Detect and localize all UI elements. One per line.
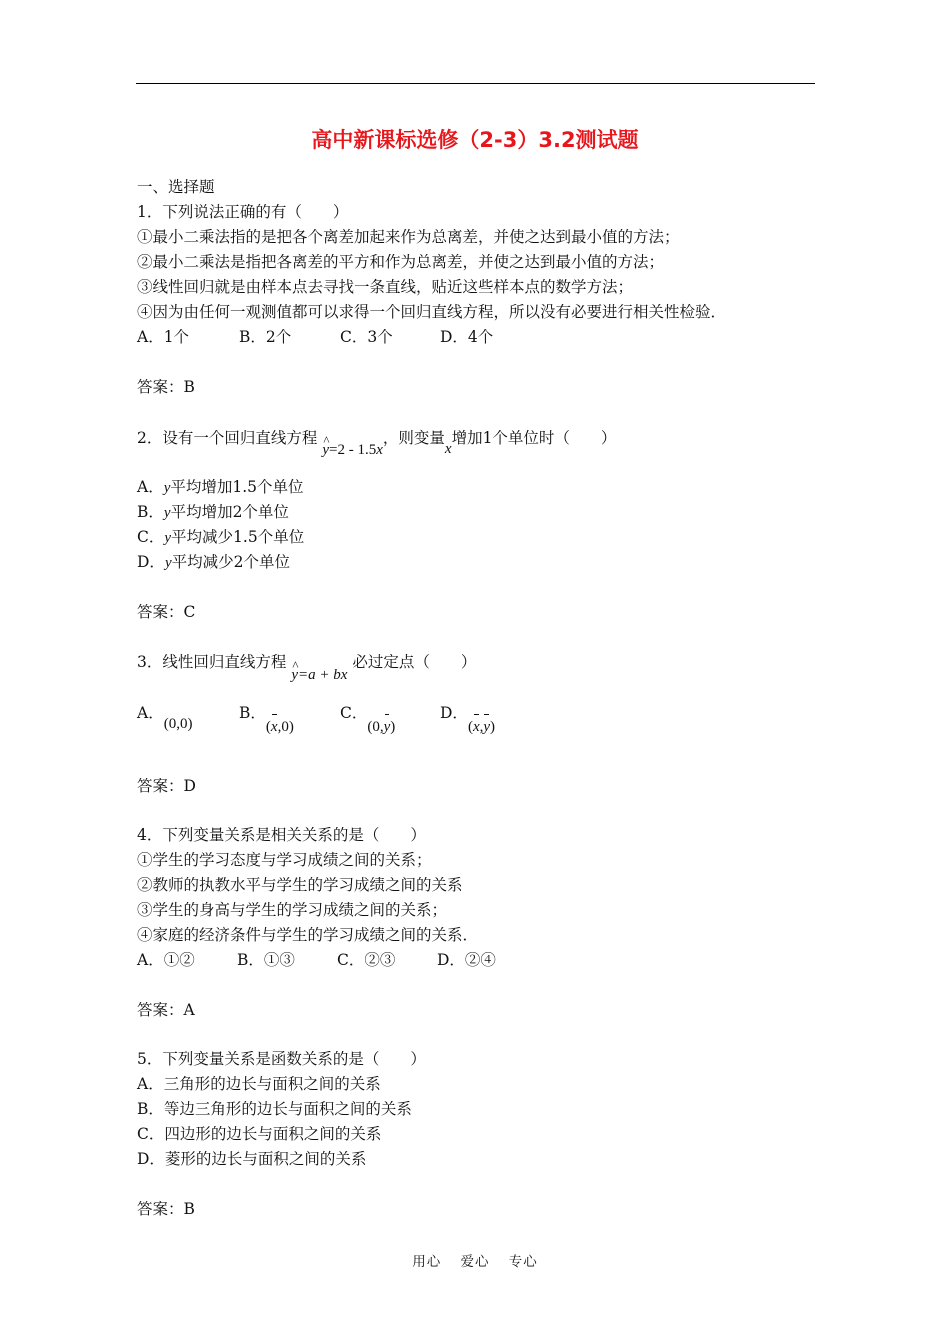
q3-equation bbox=[291, 667, 347, 683]
q2-answer: 答案：C bbox=[137, 603, 196, 621]
page-footer bbox=[0, 1250, 950, 1270]
q4-option-b: B．①③ bbox=[237, 951, 295, 969]
q1-option-c: C．3个 bbox=[340, 328, 393, 346]
q4-option-d: D．②④ bbox=[437, 951, 496, 969]
footer-text-3: 专心 bbox=[508, 1254, 538, 1270]
q2-option-a: A．y平均增加1.5个单位 bbox=[137, 478, 304, 496]
q2-var-x: x bbox=[444, 441, 452, 457]
q2-stem-pre: 2．设有一个回归直线方程 bbox=[137, 429, 318, 447]
q3-stem-post: 必过定点（ ） bbox=[352, 653, 477, 671]
q1-answer: 答案：B bbox=[137, 378, 195, 396]
q5-option-b: B．等边三角形的边长与面积之间的关系 bbox=[137, 1100, 412, 1118]
q2-option-b: B．y平均增加2个单位 bbox=[137, 503, 289, 521]
q3-option-c: C．(0,y) bbox=[340, 704, 396, 735]
document-title: 高中新课标选修（2-3）3.2测试题 bbox=[311, 128, 639, 152]
q4-option-a: A．①② bbox=[137, 951, 195, 969]
q1-option-a: A．1个 bbox=[137, 328, 190, 346]
q1-option-d: D．4个 bbox=[440, 328, 494, 346]
q1-item-4: ④因为由任何一观测值都可以求得一个回归直线方程，所以没有必要进行相关性检验． bbox=[137, 303, 727, 321]
q2-stem-post: 增加1个单位时（ ） bbox=[451, 429, 617, 447]
q4-stem: 4．下列变量关系是相关关系的是（ ） bbox=[137, 826, 426, 844]
q2-option-d: D．y平均减少2个单位 bbox=[137, 553, 290, 571]
q3-eq-yhat: ^ y bbox=[291, 665, 298, 685]
q1-item-2: ②最小二乘法是指把各离差的平方和作为总离差，并使之达到最小值的方法； bbox=[137, 253, 665, 271]
q1-stem: 1．下列说法正确的有（ ） bbox=[137, 203, 349, 221]
footer-text-2: 爱心 bbox=[460, 1254, 490, 1270]
q4-item-4: ④家庭的经济条件与学生的学习成绩之间的关系． bbox=[137, 926, 479, 944]
q4-item-1: ①学生的学习态度与学习成绩之间的关系； bbox=[137, 851, 432, 869]
q4-option-c: C．②③ bbox=[337, 951, 396, 969]
q2-eq-rest: =2 - 1.5 bbox=[328, 442, 377, 458]
q2-equation bbox=[322, 442, 383, 458]
q3-option-a: A．(0,0) bbox=[137, 704, 193, 732]
q3-option-b: B．(x,0) bbox=[239, 704, 294, 735]
q5-stem: 5．下列变量关系是函数关系的是（ ） bbox=[137, 1050, 426, 1068]
q4-item-3: ③学生的身高与学生的学习成绩之间的关系； bbox=[137, 901, 448, 919]
footer-text-1: 用心 bbox=[412, 1254, 442, 1270]
q4-item-2: ②教师的执教水平与学生的学习成绩之间的关系 bbox=[137, 876, 463, 894]
q2-stem-mid: ，则变量 bbox=[382, 429, 445, 447]
q4-answer: 答案：A bbox=[137, 1001, 195, 1019]
q3-eq-rest: =a + bx bbox=[297, 667, 348, 683]
q1-item-1: ①最小二乘法指的是把各个离差加起来作为总离差，并使之达到最小值的方法； bbox=[137, 228, 680, 246]
q2-eq-x: x bbox=[376, 442, 383, 458]
q2-stem bbox=[137, 428, 617, 458]
q5-option-a: A．三角形的边长与面积之间的关系 bbox=[137, 1075, 381, 1093]
q3-answer: 答案：D bbox=[137, 777, 196, 795]
q2-option-c: C．y平均减少1.5个单位 bbox=[137, 528, 305, 546]
q5-option-d: D．菱形的边长与面积之间的关系 bbox=[137, 1150, 367, 1168]
q5-option-c: C．四边形的边长与面积之间的关系 bbox=[137, 1125, 382, 1143]
section-heading: 一、选择题 bbox=[137, 178, 215, 196]
q1-item-3: ③线性回归就是由样本点去寻找一条直线，贴近这些样本点的数学方法； bbox=[137, 278, 634, 296]
q1-option-b: B．2个 bbox=[239, 328, 292, 346]
q2-eq-yhat: ^ y bbox=[322, 440, 329, 460]
header-rule bbox=[136, 83, 815, 84]
q3-stem-pre: 3．线性回归直线方程 bbox=[137, 653, 287, 671]
q3-stem bbox=[137, 652, 477, 683]
q5-answer: 答案：B bbox=[137, 1200, 195, 1218]
q3-option-d: D．(x,y) bbox=[440, 704, 496, 735]
